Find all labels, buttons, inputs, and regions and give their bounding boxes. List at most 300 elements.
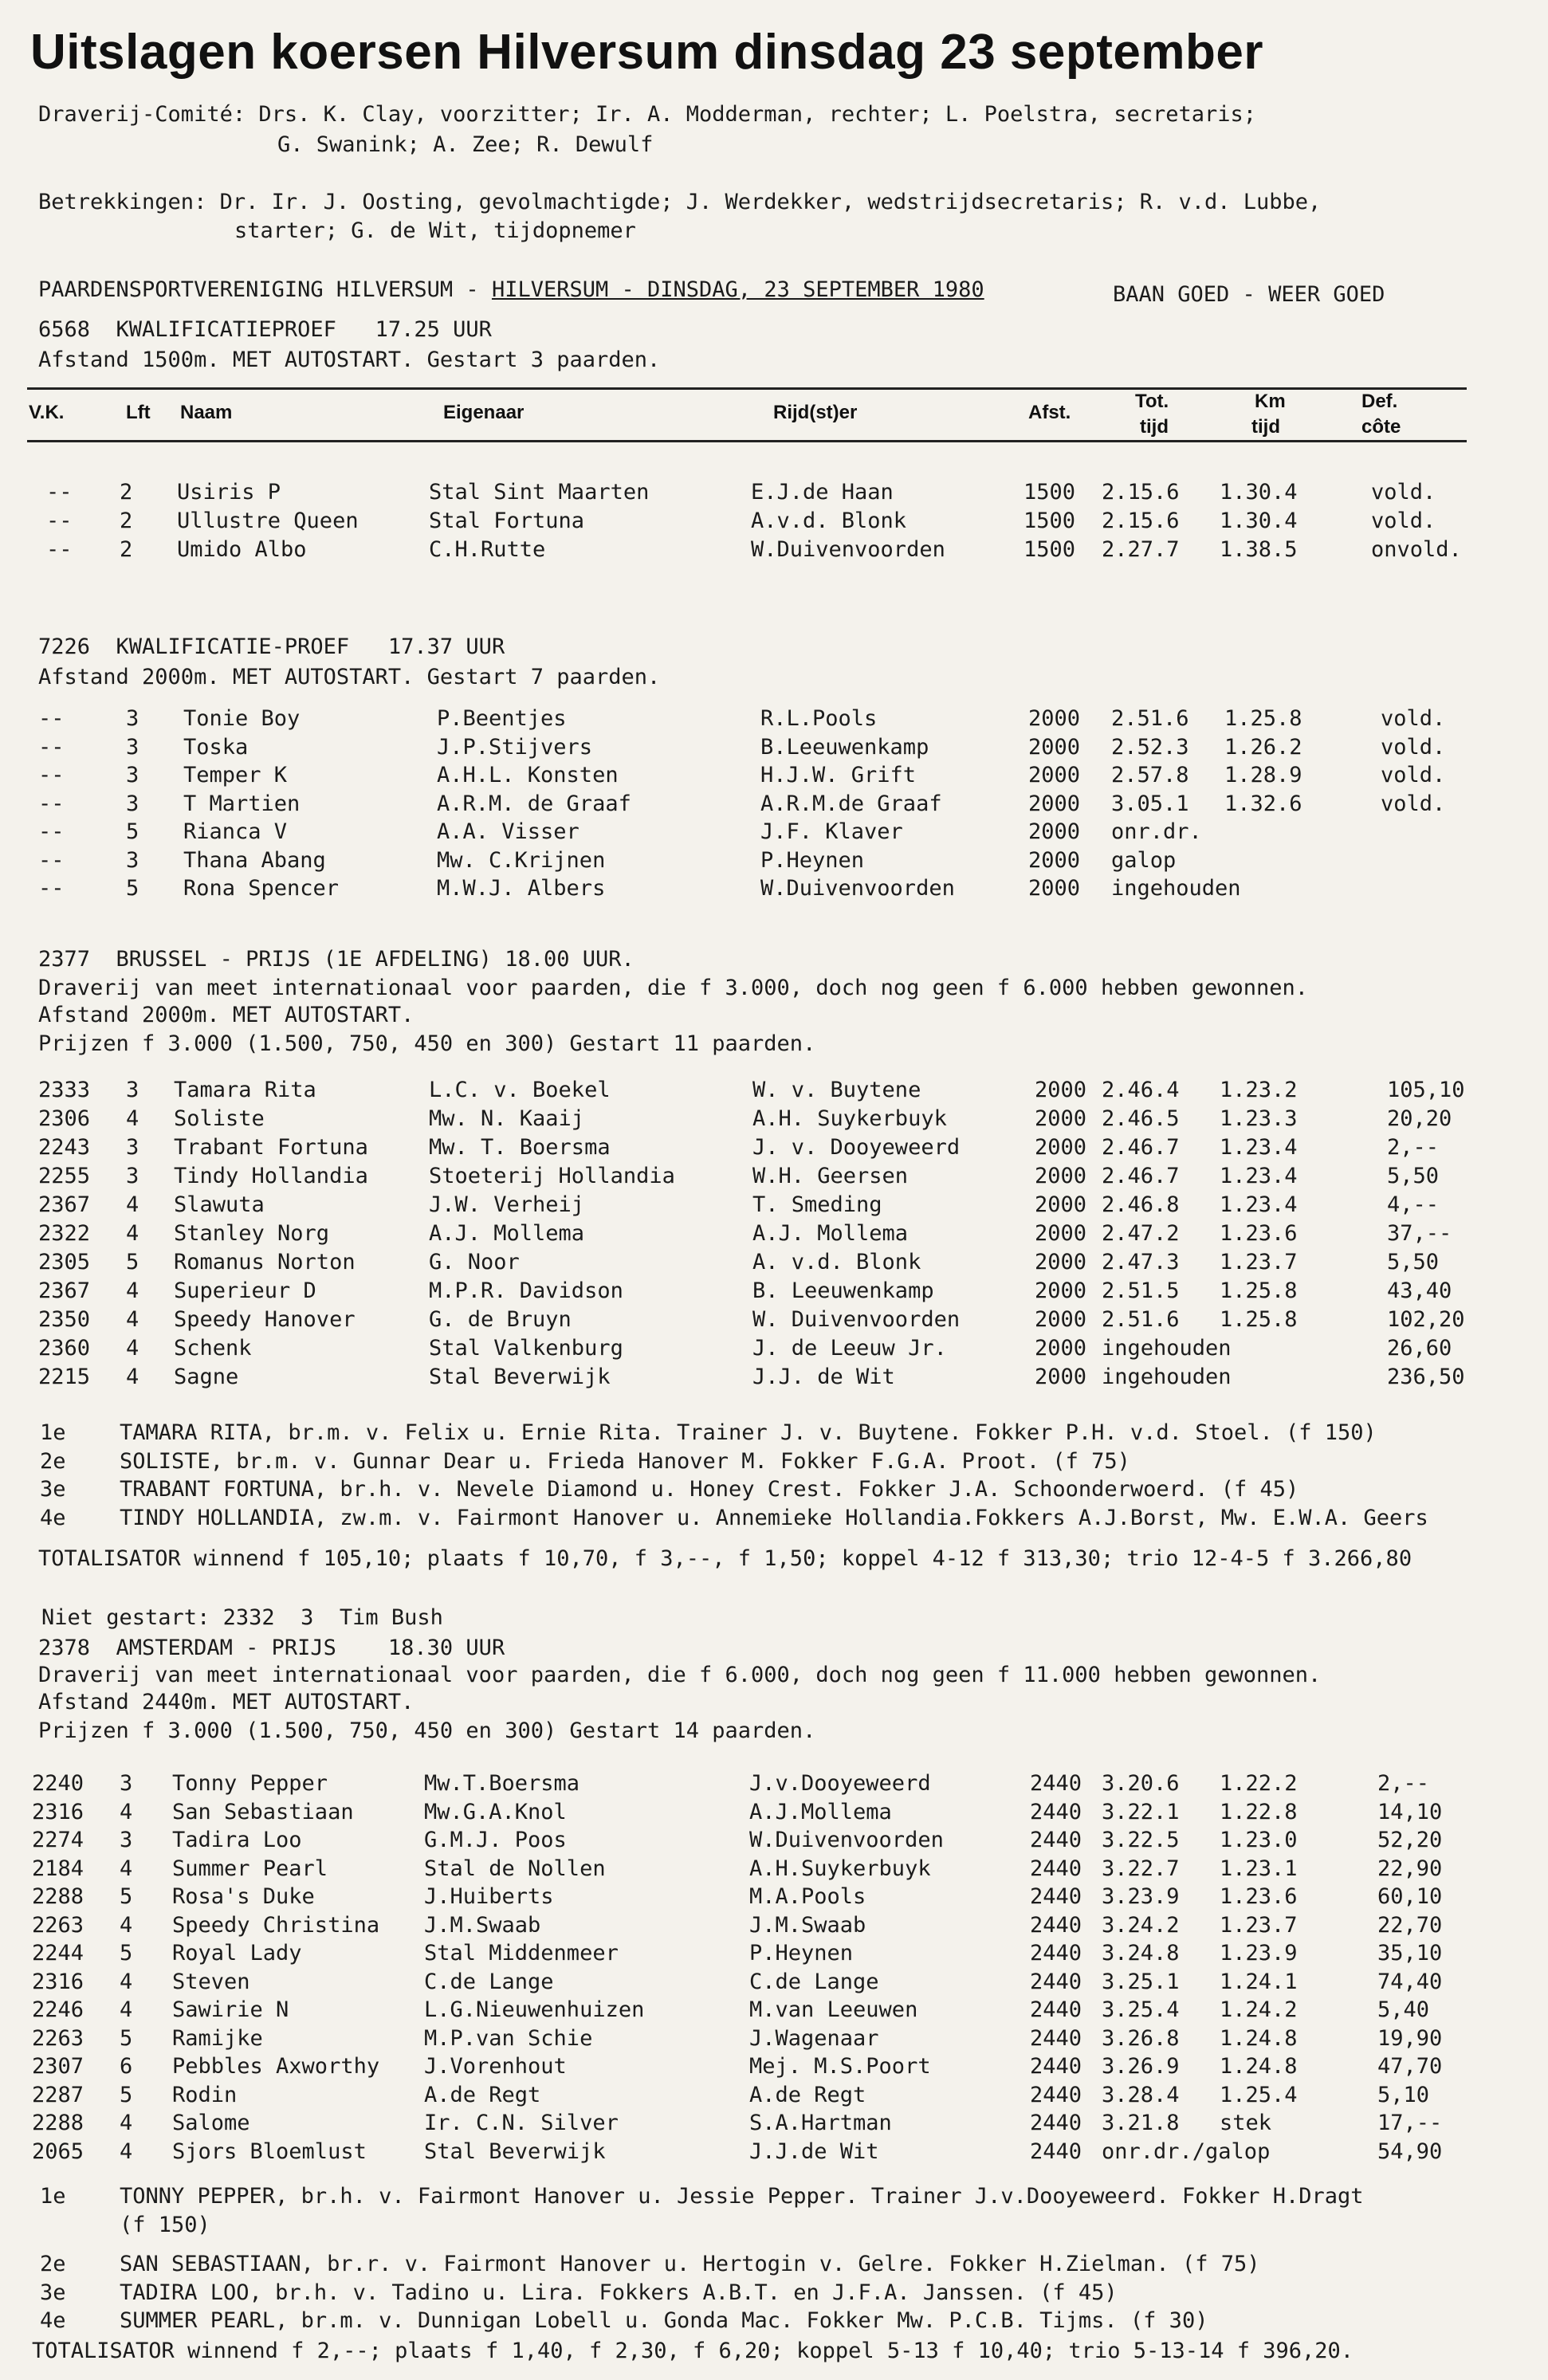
placing-text: TINDY HOLLANDIA, zw.m. v. Fairmont Hanover u. Annemieke Hollandia.Fokkers A.J.Borst, Mw. E.W.A. Geers <box>120 1505 1428 1530</box>
cell-def: vold. <box>1381 763 1446 787</box>
cell-def: 22,70 <box>1377 1912 1443 1938</box>
placing-position: 3e <box>40 1477 66 1502</box>
cell-vk: -- <box>46 509 73 533</box>
cell-tot: 2.46.8 <box>1102 1192 1180 1217</box>
cell-lft: 2 <box>120 537 133 562</box>
cell-def: 5,50 <box>1387 1250 1440 1274</box>
cell-km: 1.24.8 <box>1220 2054 1298 2079</box>
cell-tot: 3.05.1 <box>1111 791 1189 816</box>
cell-afst: 2000 <box>1035 1278 1087 1303</box>
cell-naam: Summer Pearl <box>172 1856 328 1881</box>
cell-eigenaar: Stoeterij Hollandia <box>429 1164 675 1188</box>
cell-tot: 2.51.6 <box>1102 1307 1180 1332</box>
table-row <box>0 1277 1548 1306</box>
cell-def: 47,70 <box>1377 2054 1443 2079</box>
cell-eigenaar: Stal Beverwijk <box>424 2138 606 2164</box>
cell-eigenaar: Stal Valkenburg <box>429 1336 623 1361</box>
cell-def: 22,90 <box>1377 1856 1443 1881</box>
cell-eigenaar: Mw. T. Boersma <box>429 1135 611 1160</box>
cell-naam: Rianca V <box>183 819 288 844</box>
cell-afst: 2440 <box>1030 2111 1082 2135</box>
cell-lft: 4 <box>120 1912 133 1938</box>
cell-km: 1.23.9 <box>1220 1941 1298 1966</box>
cell-naam: Tamara Rita <box>174 1078 316 1102</box>
cell-def: 19,90 <box>1377 2025 1443 2051</box>
cell-lft: 4 <box>120 1856 133 1881</box>
cell-lft: 6 <box>120 2054 133 2079</box>
cell-tot: 3.20.6 <box>1102 1771 1180 1796</box>
cell-rijder: S.A.Hartman <box>749 2111 892 2135</box>
cell-eigenaar: A.R.M. de Graaf <box>437 791 631 816</box>
cell-eigenaar: M.W.J. Albers <box>437 876 606 901</box>
cell-km: stek <box>1220 2111 1272 2135</box>
cell-lft: 4 <box>120 1799 133 1824</box>
cell-rijder: W.Duivenvoorden <box>760 876 955 901</box>
cell-afst: 2000 <box>1035 1307 1087 1332</box>
cell-vk: -- <box>46 480 73 505</box>
cell-afst: 1500 <box>1023 480 1076 505</box>
cell-lft: 4 <box>126 1192 139 1217</box>
cell-rijder: J.Wagenaar <box>749 2025 879 2051</box>
cell-afst: 2440 <box>1030 2025 1082 2051</box>
cell-eigenaar: A.de Regt <box>424 2082 541 2107</box>
cell-vk: -- <box>38 791 65 816</box>
placing-row <box>0 2250 1548 2279</box>
cell-def: 2,-- <box>1387 1135 1440 1160</box>
cell-km: 1.25.4 <box>1220 2082 1298 2107</box>
placing-position: 4e <box>40 2308 66 2333</box>
cell-rijder: W.Duivenvoorden <box>751 537 945 562</box>
placing-row <box>0 1504 1548 1533</box>
cell-km: 1.26.2 <box>1224 734 1302 760</box>
placing-row-continuation <box>0 2211 1548 2240</box>
placing-text-continuation: (f 150) <box>120 2212 210 2237</box>
cell-eigenaar: A.H.L. Konsten <box>437 763 619 787</box>
cell-naam: Royal Lady <box>172 1941 302 1966</box>
cell-eigenaar: Ir. C.N. Silver <box>424 2111 619 2135</box>
cell-def: 35,10 <box>1377 1941 1443 1966</box>
cell-lft: 5 <box>126 876 139 901</box>
cell-afst: 2440 <box>1030 1912 1082 1938</box>
cell-naam: Sjors Bloemlust <box>172 2138 367 2164</box>
cell-tot: 2.15.6 <box>1102 509 1180 533</box>
cell-afst: 2440 <box>1030 2138 1082 2164</box>
cell-vk: 2263 <box>32 2025 84 2051</box>
table-row <box>0 1939 1548 1968</box>
race2-header: 7226 KWALIFICATIE-PROEF 17.37 UUR <box>38 634 505 659</box>
cell-vk: -- <box>38 763 65 787</box>
table-row <box>0 705 1548 733</box>
cell-km: 1.22.8 <box>1220 1799 1298 1824</box>
cell-eigenaar: J.M.Swaab <box>424 1912 541 1938</box>
cell-vk: 2240 <box>32 1771 84 1796</box>
cell-naam: Tonie Boy <box>183 706 301 731</box>
cell-def: 236,50 <box>1387 1365 1465 1389</box>
table-row <box>0 1248 1548 1277</box>
cell-rijder: A.J. Mollema <box>752 1221 909 1246</box>
col-km: Km <box>1255 391 1286 412</box>
cell-afst: 2000 <box>1028 791 1081 816</box>
cell-rijder: R.L.Pools <box>760 706 878 731</box>
cell-def: 4,-- <box>1387 1192 1440 1217</box>
cell-tot: galop <box>1111 847 1177 873</box>
cell-lft: 4 <box>126 1365 139 1389</box>
cell-naam: Stanley Norg <box>174 1221 330 1246</box>
table-row <box>0 1219 1548 1248</box>
cell-lft: 5 <box>120 1884 133 1909</box>
cell-def: vold. <box>1371 480 1436 505</box>
cell-km: 1.23.7 <box>1220 1250 1298 1274</box>
cell-lft: 4 <box>126 1336 139 1361</box>
cell-tot: 2.57.8 <box>1111 763 1189 787</box>
cell-eigenaar: A.A. Visser <box>437 819 580 844</box>
cell-naam: Tadira Loo <box>172 1828 302 1852</box>
officials-line-1: Betrekkingen: Dr. Ir. J. Oosting, gevolmachtigde; J. Werdekker, wedstrijdsecretaris; R. v.d. Lubbe, <box>38 190 1322 214</box>
cell-naam: Rona Spencer <box>183 876 340 901</box>
col-vk: V.K. <box>29 402 65 423</box>
cell-afst: 2000 <box>1035 1078 1087 1102</box>
cell-rijder: W.H. Geersen <box>752 1164 909 1188</box>
cell-rijder: T. Smeding <box>752 1192 882 1217</box>
cell-naam: Speedy Christina <box>172 1912 380 1938</box>
table-row <box>0 1076 1548 1105</box>
col-afst: Afst. <box>1028 402 1071 423</box>
placing-row <box>0 2182 1548 2211</box>
table-row <box>0 2081 1548 2110</box>
cell-eigenaar: J.Vorenhout <box>424 2054 567 2079</box>
cell-eigenaar: Stal Beverwijk <box>429 1365 611 1389</box>
cell-lft: 3 <box>126 1135 139 1160</box>
cell-vk: 2322 <box>38 1221 91 1246</box>
cell-afst: 2000 <box>1028 876 1081 901</box>
cell-vk: 2244 <box>32 1941 84 1966</box>
meeting-date: HILVERSUM - DINSDAG, 23 SEPTEMBER 1980 <box>491 277 984 302</box>
cell-tot: 2.46.5 <box>1102 1106 1180 1131</box>
cell-naam: Tonny Pepper <box>172 1771 328 1796</box>
cell-afst: 2440 <box>1030 1828 1082 1852</box>
cell-vk: 2305 <box>38 1250 91 1274</box>
cell-eigenaar: J.W. Verheij <box>429 1192 585 1217</box>
cell-naam: Umido Albo <box>177 537 307 562</box>
cell-vk: 2316 <box>32 1799 84 1824</box>
cell-afst: 2000 <box>1035 1365 1087 1389</box>
cell-vk: 2307 <box>32 2054 84 2079</box>
cell-vk: -- <box>38 734 65 760</box>
cell-afst: 2440 <box>1030 1997 1082 2022</box>
cell-tot: 3.24.2 <box>1102 1912 1180 1938</box>
cell-km: 1.25.8 <box>1220 1278 1298 1303</box>
cell-naam: Salome <box>172 2111 250 2135</box>
cell-afst: 2000 <box>1035 1250 1087 1274</box>
page-title: Uitslagen koersen Hilversum dinsdag 23 september <box>30 25 1263 80</box>
cell-eigenaar: P.Beentjes <box>437 706 567 731</box>
placing-row <box>0 1475 1548 1504</box>
cell-naam: Pebbles Axworthy <box>172 2054 380 2079</box>
cell-tot: 3.26.9 <box>1102 2054 1180 2079</box>
cell-km: 1.24.1 <box>1220 1969 1298 1994</box>
table-row <box>0 733 1548 762</box>
cell-vk: 2316 <box>32 1969 84 1994</box>
cell-tot: 3.25.4 <box>1102 1997 1180 2022</box>
cell-rijder: B.Leeuwenkamp <box>760 734 929 760</box>
cell-tot: 3.22.5 <box>1102 1828 1180 1852</box>
cell-rijder: J.F. Klaver <box>760 819 903 844</box>
table-row <box>0 818 1548 846</box>
cell-km: 1.23.6 <box>1220 1221 1298 1246</box>
cell-eigenaar: G. de Bruyn <box>429 1307 572 1332</box>
cell-km: 1.23.3 <box>1220 1106 1298 1131</box>
cell-tot: onr.dr./galop <box>1102 2138 1271 2164</box>
cell-afst: 2440 <box>1030 1941 1082 1966</box>
cell-lft: 3 <box>126 734 139 760</box>
race3-description: Draverij van meet internationaal voor paarden, die f 3.000, doch nog geen f 6.000 hebben gewonnen. <box>38 976 1309 1000</box>
cell-lft: 3 <box>126 763 139 787</box>
race1-header: 6568 KWALIFICATIEPROEF 17.25 UUR <box>38 317 492 342</box>
cell-km: 1.23.0 <box>1220 1828 1298 1852</box>
cell-lft: 4 <box>120 1969 133 1994</box>
placing-text: SAN SEBASTIAAN, br.r. v. Fairmont Hanover u. Hertogin v. Gelre. Fokker H.Zielman. (f 75) <box>120 2252 1260 2276</box>
table-row <box>0 1162 1548 1191</box>
race4-distance: Afstand 2440m. MET AUTOSTART. <box>38 1690 415 1714</box>
cell-def: 5,40 <box>1377 1997 1430 2022</box>
cell-naam: Sagne <box>174 1365 239 1389</box>
cell-lft: 5 <box>120 2082 133 2107</box>
cell-tot: 3.25.1 <box>1102 1969 1180 1994</box>
cell-eigenaar: C.H.Rutte <box>429 537 546 562</box>
race3-prizes: Prijzen f 3.000 (1.500, 750, 450 en 300) Gestart 11 paarden. <box>38 1031 816 1056</box>
cell-naam: Tindy Hollandia <box>174 1164 368 1188</box>
placing-position: 1e <box>40 2184 66 2209</box>
cell-afst: 2000 <box>1035 1106 1087 1131</box>
cell-tot: ingehouden <box>1102 1336 1232 1361</box>
cell-vk: 2255 <box>38 1164 91 1188</box>
cell-tot: 3.23.9 <box>1102 1884 1180 1909</box>
cell-tot: 3.21.8 <box>1102 2111 1180 2135</box>
race3-totalisator: TOTALISATOR winnend f 105,10; plaats f 10,70, f 3,--, f 1,50; koppel 4-12 f 313,30; trio 12-4-5 f 3.266,80 <box>38 1546 1412 1571</box>
table-row <box>0 874 1548 903</box>
placing-text: TONNY PEPPER, br.h. v. Fairmont Hanover u. Jessie Pepper. Trainer J.v.Dooyeweerd. Fokker H.Dragt <box>120 2184 1364 2209</box>
cell-rijder: W. v. Buytene <box>752 1078 921 1102</box>
cell-def: vold. <box>1381 791 1446 816</box>
cell-vk: 2367 <box>38 1192 91 1217</box>
cell-eigenaar: J.P.Stijvers <box>437 734 593 760</box>
placing-row <box>0 2307 1548 2335</box>
cell-rijder: A.H. Suykerbuyk <box>752 1106 947 1131</box>
col-naam: Naam <box>180 402 233 423</box>
cell-vk: 2274 <box>32 1828 84 1852</box>
race4-header: 2378 AMSTERDAM - PRIJS 18.30 UUR <box>38 1636 505 1660</box>
table-row <box>0 1191 1548 1219</box>
col-def: Def. <box>1361 391 1398 412</box>
cell-vk: -- <box>38 819 65 844</box>
table-row <box>0 1769 1548 1798</box>
cell-rijder: A.de Regt <box>749 2082 866 2107</box>
table-row <box>0 1883 1548 1911</box>
cell-lft: 3 <box>126 847 139 873</box>
cell-eigenaar: Stal de Nollen <box>424 1856 606 1881</box>
cell-lft: 4 <box>126 1278 139 1303</box>
cell-afst: 2000 <box>1028 734 1081 760</box>
cell-def: vold. <box>1381 734 1446 760</box>
cell-def: 102,20 <box>1387 1307 1465 1332</box>
cell-def: 74,40 <box>1377 1969 1443 1994</box>
cell-eigenaar: Mw. N. Kaaij <box>429 1106 585 1131</box>
cell-lft: 4 <box>126 1221 139 1246</box>
cell-lft: 4 <box>120 2111 133 2135</box>
cell-afst: 2440 <box>1030 1884 1082 1909</box>
cell-eigenaar: M.P.R. Davidson <box>429 1278 623 1303</box>
cell-eigenaar: Stal Fortuna <box>429 509 585 533</box>
cell-def: 105,10 <box>1387 1078 1465 1102</box>
cell-eigenaar: A.J. Mollema <box>429 1221 585 1246</box>
cell-tot: 2.51.6 <box>1111 706 1189 731</box>
cell-rijder: A. v.d. Blonk <box>752 1250 921 1274</box>
cell-naam: Trabant Fortuna <box>174 1135 368 1160</box>
cell-rijder: J.J.de Wit <box>749 2138 879 2164</box>
cell-naam: Rosa's Duke <box>172 1884 315 1909</box>
placing-position: 4e <box>40 1505 66 1530</box>
cell-lft: 3 <box>120 1771 133 1796</box>
cell-def: 60,10 <box>1377 1884 1443 1909</box>
cell-vk: 2065 <box>32 2138 84 2164</box>
cell-lft: 3 <box>126 1078 139 1102</box>
placing-position: 3e <box>40 2280 66 2305</box>
cell-tot: 2.15.6 <box>1102 480 1180 505</box>
cell-lft: 2 <box>120 509 133 533</box>
cell-naam: T Martien <box>183 791 301 816</box>
cell-vk: 2263 <box>32 1912 84 1938</box>
cell-rijder: H.J.W. Grift <box>760 763 917 787</box>
cell-rijder: J. v. Dooyeweerd <box>752 1135 961 1160</box>
cell-vk: 2350 <box>38 1307 91 1332</box>
race4-description: Draverij van meet internationaal voor paarden, die f 6.000, doch nog geen f 11.000 hebben gewonnen. <box>38 1663 1322 1687</box>
cell-eigenaar: L.G.Nieuwenhuizen <box>424 1997 645 2022</box>
cell-vk: -- <box>38 876 65 901</box>
race1-conditions: Afstand 1500m. MET AUTOSTART. Gestart 3 paarden. <box>38 348 661 372</box>
cell-naam: Soliste <box>174 1106 265 1131</box>
table-row <box>0 1105 1548 1133</box>
placing-position: 1e <box>40 1420 66 1445</box>
race3-not-started: Niet gestart: 2332 3 Tim Bush <box>41 1605 443 1630</box>
cell-lft: 3 <box>126 1164 139 1188</box>
cell-lft: 5 <box>126 1250 139 1274</box>
table-row <box>0 2025 1548 2053</box>
cell-km: 1.23.7 <box>1220 1912 1298 1938</box>
race3-header: 2377 BRUSSEL - PRIJS (1E AFDELING) 18.00 UUR. <box>38 947 635 972</box>
cell-tot: ingehouden <box>1102 1365 1232 1389</box>
cell-vk: 2243 <box>38 1135 91 1160</box>
cell-vk: 2287 <box>32 2082 84 2107</box>
cell-vk: 2184 <box>32 1856 84 1881</box>
col-lft: Lft <box>126 402 151 423</box>
cell-km: 1.23.6 <box>1220 1884 1298 1909</box>
cell-km: 1.23.4 <box>1220 1164 1298 1188</box>
table-row <box>0 1855 1548 1883</box>
cell-eigenaar: G.M.J. Poos <box>424 1828 567 1852</box>
cell-tot: 2.27.7 <box>1102 537 1180 562</box>
cell-naam: San Sebastiaan <box>172 1799 354 1824</box>
cell-naam: Ullustre Queen <box>177 509 359 533</box>
cell-naam: Usiris P <box>177 480 281 505</box>
cell-eigenaar: Stal Middenmeer <box>424 1941 619 1966</box>
cell-tot: 2.47.2 <box>1102 1221 1180 1246</box>
cell-tot: 2.47.3 <box>1102 1250 1180 1274</box>
cell-vk: -- <box>38 706 65 731</box>
cell-rijder: J.v.Dooyeweerd <box>749 1771 931 1796</box>
placing-text: SUMMER PEARL, br.m. v. Dunnigan Lobell u. Gonda Mac. Fokker Mw. P.C.B. Tijms. (f 30) <box>120 2308 1208 2333</box>
cell-rijder: B. Leeuwenkamp <box>752 1278 934 1303</box>
cell-rijder: W. Duivenvoorden <box>752 1307 961 1332</box>
cell-lft: 2 <box>120 480 133 505</box>
cell-def: vold. <box>1371 509 1436 533</box>
table-row <box>0 1968 1548 1997</box>
cell-lft: 5 <box>120 2025 133 2051</box>
cell-tot: 3.22.7 <box>1102 1856 1180 1881</box>
cell-naam: Slawuta <box>174 1192 265 1217</box>
cell-naam: Sawirie N <box>172 1997 289 2022</box>
table-header-top-rule <box>27 387 1467 390</box>
cell-def: 43,40 <box>1387 1278 1452 1303</box>
cell-naam: Romanus Norton <box>174 1250 356 1274</box>
table-row <box>0 1798 1548 1827</box>
table-row <box>0 2109 1548 2138</box>
cell-eigenaar: G. Noor <box>429 1250 520 1274</box>
placing-position: 2e <box>40 2252 66 2276</box>
cell-vk: 2246 <box>32 1997 84 2022</box>
table-row <box>0 478 1548 507</box>
cell-naam: Ramijke <box>172 2025 263 2051</box>
cell-lft: 3 <box>120 1828 133 1852</box>
cell-vk: 2288 <box>32 1884 84 1909</box>
cell-def: 14,10 <box>1377 1799 1443 1824</box>
cell-tot: ingehouden <box>1111 876 1241 901</box>
cell-km: 1.22.2 <box>1220 1771 1298 1796</box>
cell-km: 1.30.4 <box>1220 509 1298 533</box>
cell-afst: 2440 <box>1030 1969 1082 1994</box>
cell-naam: Rodin <box>172 2082 238 2107</box>
cell-afst: 2440 <box>1030 2054 1082 2079</box>
table-row <box>0 790 1548 819</box>
cell-afst: 2000 <box>1035 1221 1087 1246</box>
cell-def: 17,-- <box>1377 2111 1443 2135</box>
cell-rijder: Mej. M.S.Poort <box>749 2054 931 2079</box>
race3-distance: Afstand 2000m. MET AUTOSTART. <box>38 1003 415 1027</box>
cell-km: 1.24.2 <box>1220 1997 1298 2022</box>
table-row <box>0 2052 1548 2081</box>
cell-lft: 4 <box>120 1997 133 2022</box>
cell-vk: 2360 <box>38 1336 91 1361</box>
cell-def: 37,-- <box>1387 1221 1452 1246</box>
table-header-bottom-rule <box>27 440 1467 442</box>
table-row <box>0 507 1548 536</box>
cell-vk: -- <box>38 847 65 873</box>
cell-def: 5,50 <box>1387 1164 1440 1188</box>
cell-naam: Steven <box>172 1969 250 1994</box>
cell-km: 1.23.1 <box>1220 1856 1298 1881</box>
cell-naam: Thana Abang <box>183 847 326 873</box>
table-row <box>0 2138 1548 2166</box>
cell-eigenaar: M.P.van Schie <box>424 2025 593 2051</box>
table-row <box>0 761 1548 790</box>
cell-afst: 2440 <box>1030 1771 1082 1796</box>
cell-eigenaar: Mw.T.Boersma <box>424 1771 580 1796</box>
cell-rijder: E.J.de Haan <box>751 480 894 505</box>
cell-km: 1.24.8 <box>1220 2025 1298 2051</box>
cell-lft: 5 <box>120 1941 133 1966</box>
cell-eigenaar: L.C. v. Boekel <box>429 1078 611 1102</box>
cell-rijder: J.M.Swaab <box>749 1912 866 1938</box>
cell-eigenaar: Mw. C.Krijnen <box>437 847 606 873</box>
